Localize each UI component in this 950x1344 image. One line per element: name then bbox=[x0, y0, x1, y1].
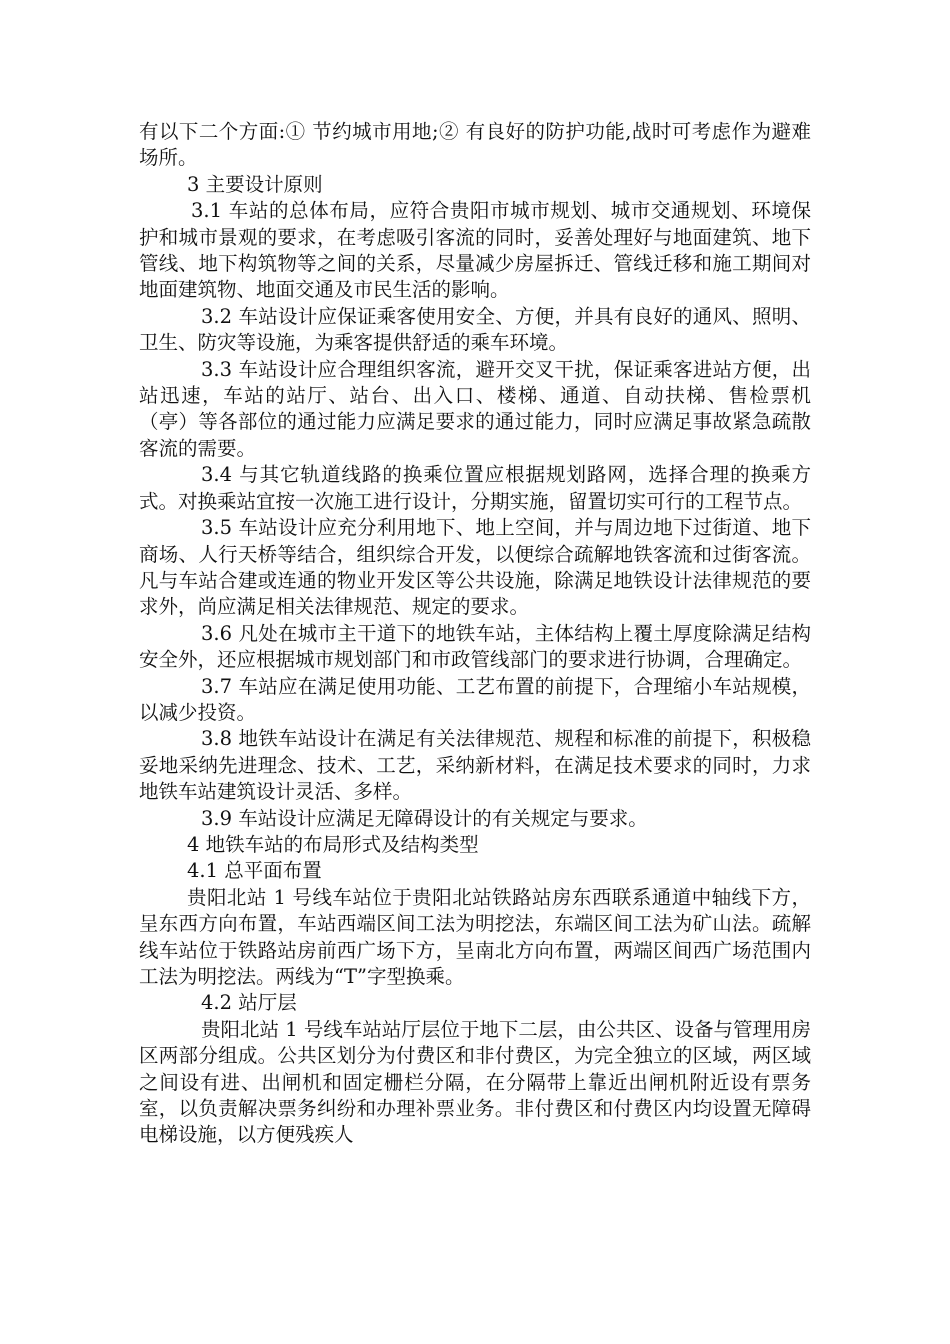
paragraph-3-8: 3.8 地铁车站设计在满足有关法律规范、规程和标准的前提下，积极稳妥地采纳先进理念、技术、工艺，采纳新材料，在满足技术要求的同时，力求地铁车站建筑设计灵活、多样。 bbox=[139, 727, 811, 804]
paragraph-3-4: 3.4 与其它轨道线路的换乘位置应根据规划路网，选择合理的换乘方式。对换乘站宜按一次施工进行设计，分期实施，留置切实可行的工程节点。 bbox=[139, 463, 811, 513]
paragraph-3-9: 3.9 车站设计应满足无障碍设计的有关规定与要求。 bbox=[201, 806, 648, 830]
paragraph-3-6: 3.6 凡处在城市主干道下的地铁车站，主体结构上覆土厚度除满足结构安全外，还应根据城市规划部门和市政管线部门的要求进行协调，合理确定。 bbox=[139, 621, 811, 672]
section-heading-3: 3 主要设计原则 bbox=[187, 172, 323, 196]
subsection-heading-4-2: 4.2 站厅层 bbox=[201, 991, 297, 1015]
paragraph-3-7: 3.7 车站应在满足使用功能、工艺布置的前提下，合理缩小车站规模，以减少投资。 bbox=[139, 674, 811, 724]
paragraph-3-3: 3.3 车站设计应合理组织客流，避开交叉干扰，保证乘客进站方便，出站迅速，车站的站厅、站台、出入口、楼梯、通道、自动扶梯、售检票机（亭）等各部位的通过能力应满足要求的通过能力，同时应满足事故紧急疏散客流的需要。 bbox=[139, 357, 811, 460]
paragraph-3-1: 3.1 车站的总体布局，应符合贵阳市城市规划、城市交通规划、环境保护和城市景观的要求，在考虑吸引客流的同时，妥善处理好与地面建筑、地下管线、地下构筑物等之间的关系，尽量减少房屋拆迁、管线迁移和施工期间对地面建筑物、地面交通及市民生活的影响。 bbox=[139, 199, 811, 302]
paragraph-3-2: 3.2 车站设计应保证乘客使用安全、方便，并具有良好的通风、照明、卫生、防灾等设施，为乘客提供舒适的乘车环境。 bbox=[139, 304, 811, 355]
paragraph-3-5: 3.5 车站设计应充分利用地下、地上空间，并与周边地下过街道、地下商场、人行天桥等结合，组织综合开发，以便综合疏解地铁客流和过街客流。凡与车站合建或连通的物业开发区等公共设施，除满足地铁设计法律规范的要求外，尚应满足相关法律规范、规定的要求。 bbox=[139, 516, 811, 619]
paragraph-4-2: 贵阳北站 1 号线车站站厅层位于地下二层，由公共区、设备与管理用房区两部分组成。公共区划分为付费区和非付费区，为完全独立的区域，两区域之间设有进、出闸机和固定栅栏分隔，在分隔带上靠近出闸机附近设有票务室，以负责解决票务纠纷和办理补票业务。非付费区和付费区内均设置无障碍电梯设施，以方便残疾人 bbox=[139, 1017, 811, 1147]
paragraph-4-1: 贵阳北站 1 号线车站位于贵阳北站铁路站房东西联系通道中轴线下方，呈东西方向布置，车站西端区间工法为明挖法，东端区间工法为矿山法。疏解线车站位于铁路站房前西广场下方，呈南北方向布置，两端区间西广场范围内工法为明挖法。两线为“T”字型换乘。 bbox=[139, 885, 811, 988]
subsection-heading-4-1: 4.1 总平面布置 bbox=[187, 859, 322, 883]
section-heading-4: 4 地铁车站的布局形式及结构类型 bbox=[187, 832, 479, 856]
document-body bbox=[139, 119, 811, 1149]
paragraph-intro-continuation: 有以下二个方面:① 节约城市用地;② 有良好的防护功能,战时可考虑作为避难场所。 bbox=[139, 120, 811, 170]
